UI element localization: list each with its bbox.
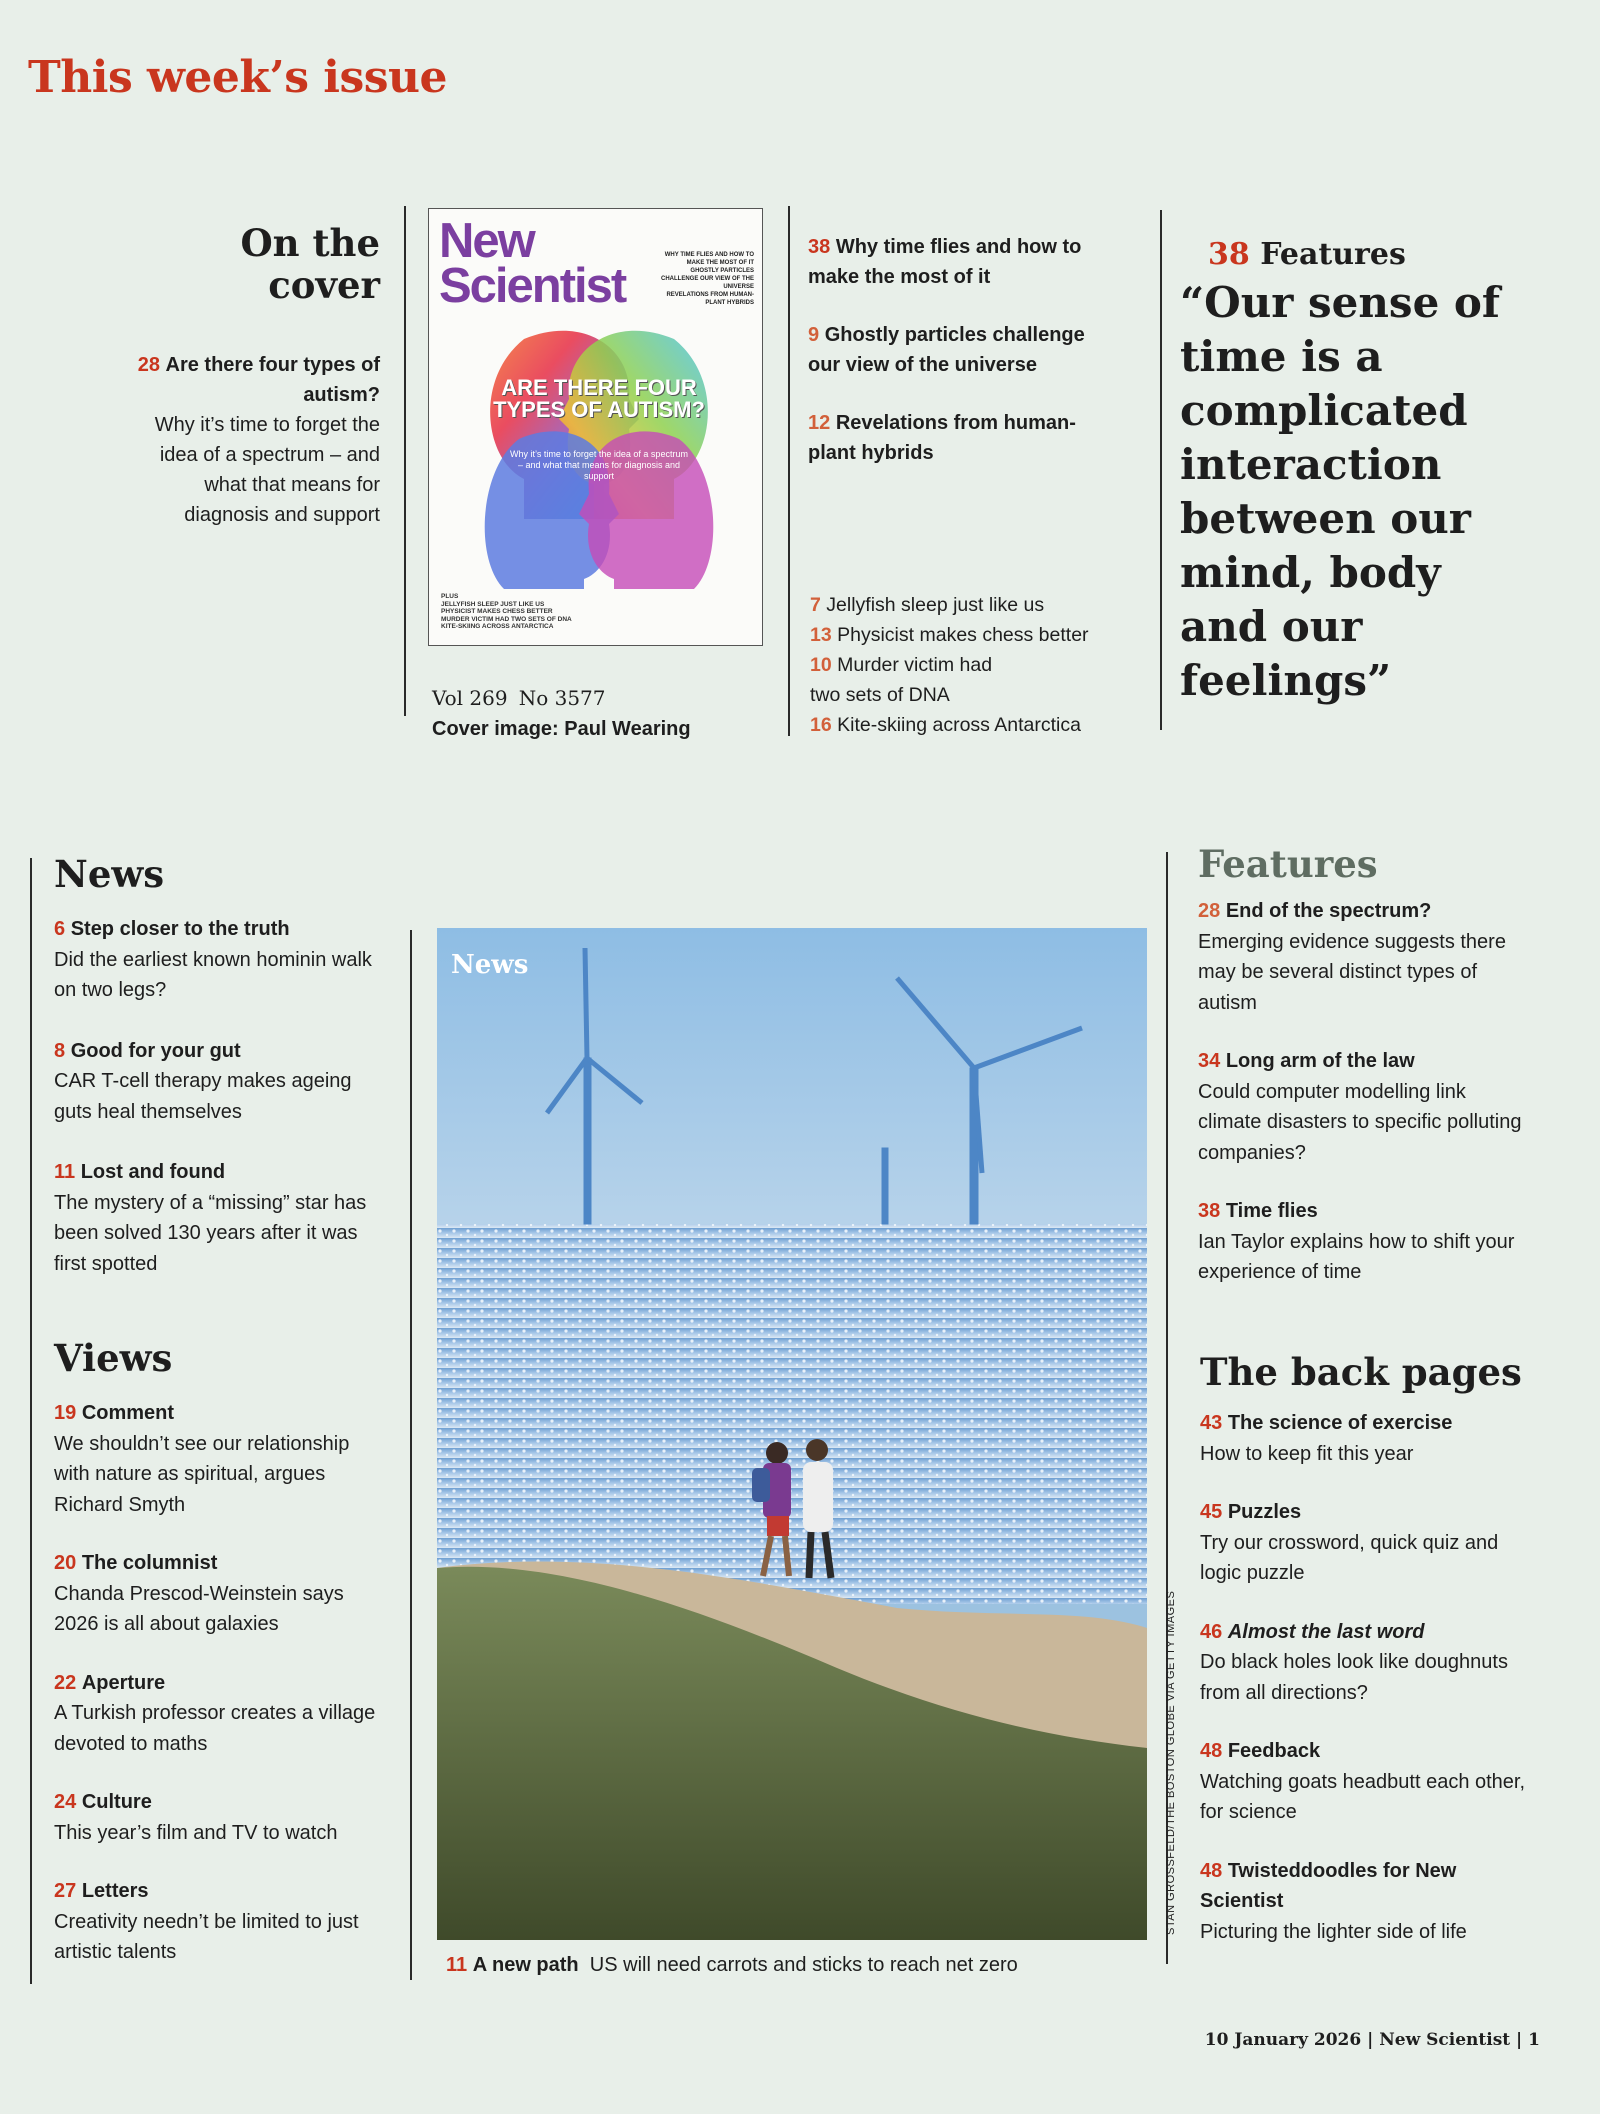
news-item[interactable]: 8 Good for your gut CAR T-cell therapy makes ageing guts heal themselves [54, 1039, 352, 1123]
page-title: This week’s issue [28, 52, 448, 103]
divider [788, 206, 790, 736]
divider [1160, 210, 1162, 730]
features-item[interactable]: 28 End of the spectrum? Emerging evidence suggests there may be several distinct types of autism [1198, 900, 1506, 1014]
magazine-subhead: Why it’s time to forget the idea of a spectrum – and what that means for diagnosis and support [510, 449, 688, 481]
magazine-plus-lines: PLUS JELLYFISH SLEEP JUST LIKE US PHYSICIST MAKES CHESS BETTER MURDER VICTIM HAD TWO SETS OF DNA KITE-SKIING ACROSS ANTARCTICA [441, 593, 572, 630]
on-the-cover-heading: On the cover [240, 221, 380, 307]
photo-caption[interactable]: 11 A new path US will need carrots and sticks to reach net zero [446, 1954, 1018, 1976]
list-item[interactable]: 10 Murder victim had two sets of DNA [810, 654, 993, 706]
story-title: Are there four types of autism? [165, 354, 380, 406]
divider [410, 930, 412, 1980]
views-heading: Views [54, 1336, 173, 1380]
photo-credit: STAN GROSSFELD/THE BOSTON GLOBE VIA GETTY IMAGES [1165, 1590, 1177, 1935]
features-item[interactable]: 38 Time flies Ian Taylor explains how to shift your experience of time [1198, 1200, 1515, 1283]
volume-info: Vol 269 No 3577 Cover image: Paul Wearing [432, 686, 691, 740]
back-pages-item[interactable]: 48 Feedback Watching goats headbutt each other, for science [1200, 1740, 1526, 1823]
back-pages-item[interactable]: 46 Almost the last word Do black holes look like doughnuts from all directions? [1200, 1620, 1508, 1704]
views-item[interactable]: 24 Culture This year’s film and TV to watch [54, 1791, 338, 1844]
news-heading: News [54, 852, 165, 896]
views-item[interactable]: 20 The columnist Chanda Prescod-Weinstein says 2026 is all about galaxies [54, 1552, 344, 1635]
back-pages-item[interactable]: 43 The science of exercise How to keep fit this year [1200, 1412, 1453, 1465]
photo-section-tag: News [451, 950, 529, 980]
features-heading: Features [1198, 842, 1378, 886]
magazine-headline: ARE THERE FOUR TYPES OF AUTISM? [493, 375, 705, 422]
magazine-cover-image [428, 208, 763, 646]
list-item[interactable]: 13 Physicist makes chess better [810, 624, 1089, 646]
page-number: 28 [137, 354, 160, 376]
views-item[interactable]: 19 Comment We shouldn’t see our relationship with nature as spiritual, argues Richard Smyth [54, 1402, 350, 1516]
features-item[interactable]: 34 Long arm of the law Could computer modelling link climate disasters to specific polluting companies? [1198, 1050, 1522, 1164]
news-item[interactable]: 6 Step closer to the truth Did the earliest known hominin walk on two legs? [54, 918, 372, 1001]
page-footer: 10 January 2026 | New Scientist | 1 [1204, 2030, 1540, 2050]
features-quote-label: 38 Features [1208, 237, 1406, 272]
views-item[interactable]: 22 Aperture A Turkish professor creates a village devoted to maths [54, 1671, 376, 1755]
back-pages-heading: The back pages [1200, 1350, 1522, 1394]
cover-line[interactable]: 38 Why time flies and how to make the most of it [808, 236, 1082, 288]
features-section [1198, 842, 1528, 1288]
back-pages-section [1200, 1350, 1530, 1947]
pull-quote: “Our sense of time is a complicated interaction between our mind, body and our feelings” [1180, 278, 1501, 705]
cover-lines [808, 232, 1118, 496]
news-item[interactable]: 11 Lost and found The mystery of a “missing” star has been solved 130 years after it was first spotted [54, 1161, 367, 1275]
photo-illustration [437, 928, 1147, 1940]
divider [30, 858, 32, 1984]
divider [404, 206, 406, 716]
list-item[interactable]: 16 Kite-skiing across Antarctica [810, 714, 1081, 736]
back-pages-item[interactable]: 45 Puzzles Try our crossword, quick quiz and logic puzzle [1200, 1501, 1499, 1584]
wind-farm-beach-photo [437, 928, 1147, 1940]
views-section [54, 1336, 384, 1968]
news-section [54, 852, 384, 1279]
back-pages-item[interactable]: 48 Twisteddoodles for New Scientist Picturing the lighter side of life [1200, 1859, 1467, 1943]
magazine-logo: New Scientist [439, 214, 626, 313]
cover-line[interactable]: 12 Revelations from human-plant hybrids [808, 412, 1076, 464]
story-body: Why it’s time to forget the idea of a spectrum – and what that means for diagnosis and support [154, 414, 380, 526]
short-list [810, 590, 1110, 740]
cover-line[interactable]: 9 Ghostly particles challenge our view of the universe [808, 324, 1085, 376]
list-item[interactable]: 7 Jellyfish sleep just like us [810, 594, 1045, 616]
magazine-taglines: WHY TIME FLIES AND HOW TO MAKE THE MOST OF IT GHOSTLY PARTICLES CHALLENGE OUR VIEW OF THE UNIVERSE REVELATIONS FROM HUMAN-PLANT HYBRIDS [661, 252, 754, 306]
cover-story[interactable] [120, 350, 380, 530]
views-item[interactable]: 27 Letters Creativity needn’t be limited to just artistic talents [54, 1880, 359, 1963]
